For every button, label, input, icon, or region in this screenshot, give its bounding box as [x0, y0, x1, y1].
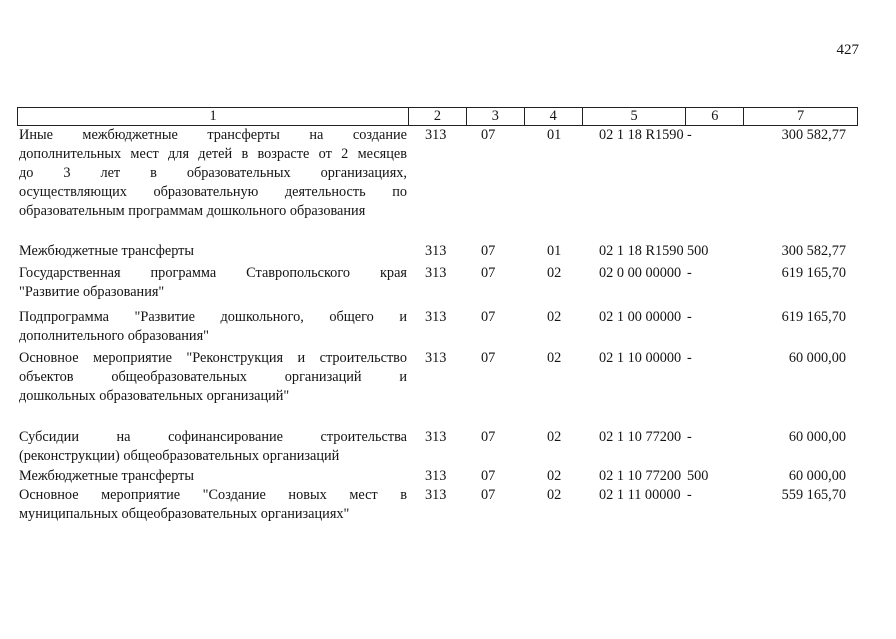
row-cell-c5: 02 1 10 00000 — [599, 350, 682, 366]
description-line: до 3 лет в образовательных организациях, — [19, 165, 407, 181]
row-cell-c5: 02 1 00 00000 — [599, 309, 682, 325]
header-cell-6: 6 — [686, 108, 744, 125]
description-line: дошкольных образовательных организаций" — [19, 388, 290, 404]
row-cell-c3: 07 — [481, 265, 496, 281]
row-cell-c4: 02 — [547, 468, 562, 484]
header-cell-4: 4 — [525, 108, 583, 125]
row-description — [17, 349, 409, 406]
table-row — [17, 264, 858, 302]
table-header-row — [17, 107, 858, 126]
description-line: Государственная программа Ставропольского края — [19, 265, 407, 281]
row-cell-c5: 02 1 11 00000 — [599, 487, 681, 503]
row-cell-c2: 313 — [425, 309, 447, 325]
row-cell-c2: 313 — [425, 487, 447, 503]
row-cell-c4: 01 — [547, 243, 562, 259]
row-cell-c7: 60 000,00 — [788, 429, 846, 445]
row-cell-c7: 60 000,00 — [788, 350, 846, 366]
table-row — [17, 349, 858, 406]
row-cell-c7: 300 582,77 — [781, 127, 846, 143]
row-cell-c5: 02 1 18 R1590 — [599, 127, 684, 143]
row-description — [17, 242, 409, 261]
table-row — [17, 486, 858, 524]
row-cell-c2: 313 — [425, 429, 447, 445]
row-description — [17, 467, 409, 486]
description-line: осуществляющих образовательную деятельность по — [19, 184, 407, 200]
row-cell-c2: 313 — [425, 127, 447, 143]
row-description — [17, 486, 409, 524]
description-line: муниципальных общеобразовательных организациях" — [19, 506, 350, 522]
row-cell-c7: 619 165,70 — [781, 309, 846, 325]
row-description — [17, 264, 409, 302]
header-cell-2: 2 — [409, 108, 467, 125]
row-cell-c4: 02 — [547, 265, 562, 281]
row-cell-c2: 313 — [425, 350, 447, 366]
row-cell-c4: 02 — [547, 350, 562, 366]
description-line: объектов общеобразовательных организаций и — [19, 369, 407, 385]
description-line: Субсидии на софинансирование строительства — [19, 429, 407, 445]
row-cell-c6: - — [687, 429, 692, 445]
description-line: Межбюджетные трансферты — [19, 243, 195, 259]
row-cell-c3: 07 — [481, 350, 496, 366]
page-number: 427 — [836, 42, 859, 58]
table-row — [17, 467, 858, 486]
row-cell-c4: 02 — [547, 487, 562, 503]
row-cell-c5: 02 1 18 R1590 — [599, 243, 684, 259]
description-line: дополнительных мест для детей в возрасте от 2 месяцев — [19, 146, 407, 162]
row-cell-c6: - — [687, 265, 692, 281]
description-line: Основное мероприятие "Создание новых мест в — [19, 487, 407, 503]
table-row — [17, 308, 858, 346]
header-cell-5: 5 — [583, 108, 687, 125]
header-cell-7: 7 — [797, 108, 805, 124]
description-line: "Развитие образования" — [19, 284, 165, 300]
description-line: Межбюджетные трансферты — [19, 468, 195, 484]
row-cell-c3: 07 — [481, 243, 496, 259]
row-cell-c6: - — [687, 309, 692, 325]
header-cell-1: 1 — [18, 108, 409, 125]
row-cell-c5: 02 1 10 77200 — [599, 429, 682, 445]
row-cell-c6: - — [687, 127, 692, 143]
row-cell-c2: 313 — [425, 468, 447, 484]
row-cell-c6: - — [687, 350, 692, 366]
row-cell-c4: 01 — [547, 127, 562, 143]
description-line: (реконструкции) общеобразовательных организаций — [19, 448, 340, 464]
header-cell-3: 3 — [467, 108, 525, 125]
table-row — [17, 126, 858, 221]
row-cell-c6: - — [687, 487, 692, 503]
row-cell-c5: 02 1 10 77200 — [599, 468, 682, 484]
row-cell-c2: 313 — [425, 265, 447, 281]
row-cell-c4: 02 — [547, 309, 562, 325]
row-cell-c7: 559 165,70 — [781, 487, 846, 503]
row-cell-c6: 500 — [687, 468, 709, 484]
row-cell-c3: 07 — [481, 127, 496, 143]
row-cell-c7: 60 000,00 — [788, 468, 846, 484]
table-row — [17, 242, 858, 261]
row-cell-c3: 07 — [481, 487, 496, 503]
row-cell-c3: 07 — [481, 468, 496, 484]
row-cell-c7: 300 582,77 — [781, 243, 846, 259]
description-line: Иные межбюджетные трансферты на создание — [19, 127, 407, 143]
row-cell-c6: 500 — [687, 243, 709, 259]
description-line: образовательным программам дошкольного образования — [19, 203, 366, 219]
row-description — [17, 126, 409, 221]
description-line: Подпрограмма "Развитие дошкольного, общего и — [19, 309, 407, 325]
row-cell-c4: 02 — [547, 429, 562, 445]
row-description — [17, 428, 409, 466]
row-description — [17, 308, 409, 346]
row-cell-c5: 02 0 00 00000 — [599, 265, 682, 281]
description-line: дополнительного образования" — [19, 328, 209, 344]
description-line: Основное мероприятие "Реконструкция и строительство — [19, 350, 407, 366]
row-cell-c7: 619 165,70 — [781, 265, 846, 281]
table-row — [17, 428, 858, 466]
row-cell-c3: 07 — [481, 309, 496, 325]
row-cell-c2: 313 — [425, 243, 447, 259]
row-cell-c3: 07 — [481, 429, 496, 445]
